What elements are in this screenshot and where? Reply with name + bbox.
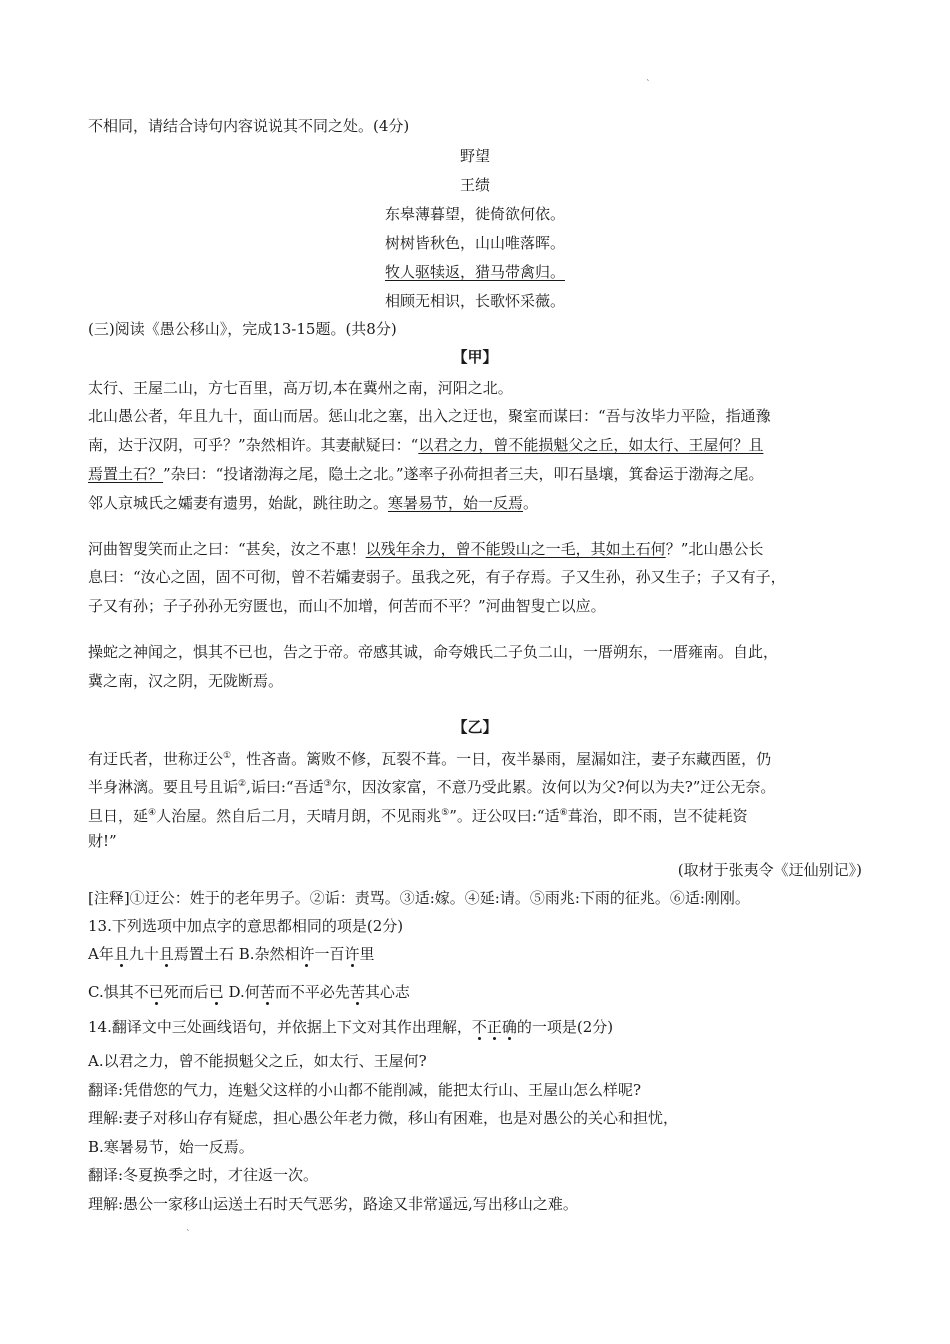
text-span: 葺治，即不雨，岂不徒耗资 [567,807,748,825]
poem-title: 野望 [459,147,490,165]
text-span: 焉置土石 [173,945,234,963]
text-span: 其心志 [364,983,410,1001]
text-span: A年 [88,945,114,963]
text-span: ,诟曰:“吾适 [246,778,324,796]
footnote-ref: ⑥ [559,808,568,818]
yi-title: 【乙】 [452,718,498,736]
footnote-ref: ⑤ [441,808,450,818]
q14-option-b-translation: 翻译:冬夏换季之时，才往返一次。 [88,1166,319,1184]
jia-para-4-line-1: 操蛇之神闻之，惧其不已也，告之于帝。帝感其诚，命夸娥氏二子负二山，一厝朔东，一厝雍南。自此， [88,643,779,661]
poem-line-4: 相顾无相识，长歌怀采薇。 [384,292,565,310]
q13-stem: 13.下列选项中加点字的意思都相同的项是(2分) [88,917,404,935]
dotted-char: 已 [208,983,224,1001]
text-span: ，性吝啬。篱败不修，瓦裂不葺。一日，夜半暴雨，屋漏如注，妻子东藏西匿，仍 [231,750,772,768]
footnote-ref: ④ [148,808,157,818]
footnote-ref: ① [223,751,232,761]
text-span: 邻人京城氏之孀妻有遗男，始龀，跳往助之。 [88,494,389,512]
underlined-sentence-b: 寒暑易节，始一反焉 [388,494,524,512]
text-span: C.惧其不 [88,983,149,1001]
text-span: 一百 [314,945,345,963]
text-span: 14.翻译文中三处画线语句，并依据上下文对其作出理解， [88,1018,472,1036]
dotted-char: 且 [158,945,174,963]
dotted-char: 许 [344,945,360,963]
jia-para-1: 太行、王屋二山，方七百里，高万切,本在冀州之南，河阳之北。 [88,379,513,397]
text-span: 人治屋。然自后二月，天晴月朗，不见雨兆 [156,807,442,825]
notes: [注释]①迂公：姓于的老年男子。②诟：责骂。③适:嫁。④延:请。⑤雨兆:下雨的征兆。⑥适:刚刚。 [88,889,750,907]
underlined-sentence-a-end: 焉置土石？ [88,465,164,483]
text-span: 河曲智叟笑而止之曰：“甚矣，汝之不惠！ [88,540,366,558]
q13-options-ab [88,944,375,964]
section3-heading: (三)阅读《愚公移山》，完成13-15题。(共8分) [88,320,397,338]
q14-stem [88,1017,613,1037]
jia-title: 【甲】 [452,348,498,366]
q14-option-a: A.以君之力，曾不能损魁父之丘，如太行、王屋何? [88,1052,427,1070]
yi-line-4: 财!” [88,832,117,850]
text-span: 尔，因汝家富，不意乃受此累。汝何以为父?何以为夫?”迂公无奈。 [331,778,776,796]
text-span: 里 [359,945,375,963]
text-span: D.何 [228,983,260,1001]
jia-para-3-line-2: 息曰：“汝心之固，固不可彻，曾不若孀妻弱子。虽我之死，有子存焉。子又生孙，孙又生子；子又有子， [88,568,786,586]
q14-option-a-understanding: 理解:妻子对移山存有疑虑，担心愚公年老力微，移山有困难，也是对愚公的关心和担忧， [88,1109,679,1127]
text-span: 有迂氏者，世称迂公 [88,750,224,768]
text-span: 而不平必先 [274,983,350,1001]
footnote-ref: ③ [323,779,332,789]
poem-line-1: 东皋薄暮望，徙倚欲何依。 [384,205,565,223]
scan-mark-top: ` [646,80,651,90]
jia-para-2-line-1: 北山愚公者，年且九十，面山而居。惩山北之塞，出入之迂也，聚室而谋曰：“吾与汝毕力平险，指通豫 [88,407,771,425]
q14-option-a-translation: 翻译:凭借您的气力，连魁父这样的小山都不能削减，能把太行山、王屋山怎么样呢? [88,1081,642,1099]
text-span: 。 [523,494,539,512]
dotted-char: 许 [299,945,315,963]
yi-line-1 [88,746,771,769]
jia-para-4-line-2: 冀之南，汉之阴，无陇断焉。 [88,672,284,690]
jia-para-2-line-2 [88,435,763,455]
underlined-sentence-c: 以残年余力，曾不能毁山之一毛，其如土石何 [365,540,666,558]
underlined-sentence-a: 以君之力，曾不能损魁父之丘，如太行、王屋何？且 [418,436,764,454]
text-span: 死而后 [163,983,209,1001]
dotted-char: 且 [113,945,129,963]
text-span: 九十 [128,945,159,963]
text-span: ”杂曰：“投诸渤海之尾，隐土之北。”遂率子孙荷担者三夫，叩石垦壤，箕畚运于渤海之尾。 [163,465,764,483]
text-span: 的一项是(2分) [516,1018,614,1036]
scan-mark-bottom: ` [186,1230,191,1240]
jia-para-2-line-3 [88,464,764,484]
q14-option-b-understanding: 理解:愚公一家移山运送土石时天气恶劣，路途又非常遥远,写出移山之难。 [88,1195,578,1213]
poem-line-3 [0,262,950,282]
text-span: 半身淋漓。要且号且诟 [88,778,239,796]
jia-para-3-line-3: 子又有孙；子子孙孙无穷匮也，而山不加增，何苦而不平？”河曲智叟亡以应。 [88,597,606,615]
dotted-char: 已 [148,983,164,1001]
text-span: 南，达于汉阴，可乎？”杂然相许。其妻献疑曰：“ [88,436,419,454]
yi-line-3 [88,803,748,826]
text-span: B.杂然相 [238,945,300,963]
q14-option-b: B.寒暑易节，始一反焉。 [88,1138,254,1156]
yi-line-2 [88,774,775,797]
poem-author: 王绩 [459,176,490,194]
text-span: ？”北山愚公长 [665,540,764,558]
jia-para-3-line-1 [88,539,763,559]
q12-tail: 不相同，请结合诗句内容说说其不同之处。(4分) [88,117,410,135]
dotted-char: 确 [501,1018,517,1036]
jia-para-2-line-4 [88,493,538,513]
dotted-char: 不 [471,1018,487,1036]
dotted-char: 苦 [349,983,365,1001]
text-span: 旦日，延 [88,807,149,825]
poem-line-3-underlined: 牧人驱犊返，猎马带禽归。 [384,263,565,281]
dotted-char: 苦 [259,983,275,1001]
poem-line-2: 树树皆秋色，山山唯落晖。 [384,234,565,252]
footnote-ref: ② [238,779,247,789]
yi-source: (取材于张夷令《迂仙别记》) [677,861,862,879]
q13-options-cd [88,982,410,1002]
text-span: ”。迂公叹曰:“适 [449,807,560,825]
dotted-char: 正 [486,1018,502,1036]
